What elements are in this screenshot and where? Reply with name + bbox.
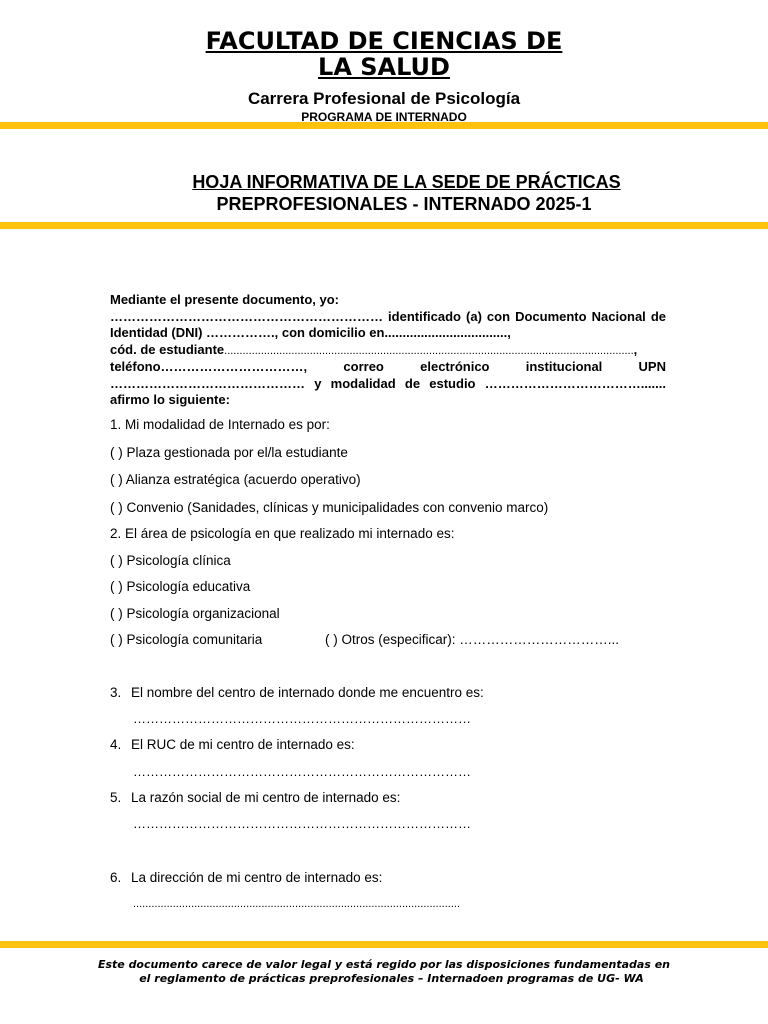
question-6-number: 6.	[110, 870, 122, 885]
q1-option-alianza[interactable]: ( ) Alianza estratégica (acuerdo operativo)	[110, 472, 361, 487]
question-2: 2. El área de psicología en que realizado mi internado es:	[110, 526, 455, 541]
faculty-title-line1: FACULTAD DE CIENCIAS DE	[205, 27, 563, 55]
question-1: 1. Mi modalidad de Internado es por:	[110, 417, 330, 432]
question-6	[110, 870, 382, 885]
question-4-number: 4.	[110, 737, 122, 752]
footer-line1: Este documento carece de valor legal y está regido por las disposiciones fundamentadas en	[97, 958, 671, 971]
intro-line1: Mediante el presente documento, yo:	[110, 292, 339, 307]
question-5	[110, 790, 400, 805]
question-6-text: La dirección de mi centro de internado es:	[131, 870, 383, 885]
answer-4-field[interactable]: ……………………………………………………………………	[133, 764, 471, 779]
question-3	[110, 685, 484, 700]
student-code-comma: ,	[633, 341, 638, 357]
program-label-text: PROGRAMA DE INTERNADO	[301, 110, 467, 122]
question-3-text: El nombre del centro de internado donde me encuentro es:	[131, 685, 484, 700]
footer-divider	[0, 941, 768, 948]
document-title	[0, 171, 768, 215]
footer-line2: el reglamento de prácticas preprofesionales – Internadoen programas de UG- WA	[139, 972, 644, 985]
career-subtitle: Carrera Profesional de Psicología	[247, 89, 521, 108]
intro-line2: ……………………………………………………… identificado (a) con Documento Nacional de Identidad (DNI) ……………., con domicilio en..................................,	[110, 308, 666, 340]
q2-option-organizacional[interactable]: ( ) Psicología organizacional	[110, 606, 280, 621]
program-label	[0, 110, 768, 122]
intro-line4: teléfono……………………………, correo electrónico institucional UPN ……………………………………… y modalidad de estudio ………………………………....... afirmo lo siguiente:	[110, 359, 666, 407]
document-title-line2: PREPROFESIONALES - INTERNADO 2025-1	[216, 194, 592, 214]
question-4	[110, 737, 355, 752]
document-title-line1: HOJA INFORMATIVA DE LA SEDE DE PRÁCTICAS	[192, 172, 621, 192]
q2-option-educativa[interactable]: ( ) Psicología educativa	[110, 579, 251, 594]
answer-3-field[interactable]: ……………………………………………………………………	[133, 711, 471, 726]
q2-option-otros[interactable]: ( ) Otros (especificar): ……………………………...	[325, 632, 620, 647]
faculty-title	[0, 28, 768, 80]
q2-option-clinica[interactable]: ( ) Psicología clínica	[110, 553, 231, 568]
header-divider-bottom	[0, 222, 768, 229]
question-3-number: 3.	[110, 685, 122, 700]
intro-student-code	[110, 342, 666, 360]
question-5-text: La razón social de mi centro de internado es:	[131, 790, 401, 805]
answer-6-field[interactable]: ...........................................................................................................	[133, 898, 461, 910]
question-5-number: 5.	[110, 790, 122, 805]
header-divider-top	[0, 122, 768, 129]
question-4-text: El RUC de mi centro de internado es:	[131, 737, 355, 752]
q1-option-plaza[interactable]: ( ) Plaza gestionada por el/la estudiante	[110, 445, 348, 460]
footer-note	[0, 958, 768, 986]
student-code-label: cód. de estudiante	[110, 341, 225, 357]
answer-5-field[interactable]: ……………………………………………………………………	[133, 816, 471, 831]
faculty-title-line2: LA SALUD	[318, 53, 450, 81]
q1-option-convenio[interactable]: ( ) Convenio (Sanidades, clínicas y municipalidades con convenio marco)	[110, 500, 549, 515]
student-code-dots: ......................................................................................................................................	[224, 344, 634, 357]
q2-option-comunitaria[interactable]: ( ) Psicología comunitaria	[110, 632, 263, 647]
intro-paragraph	[110, 292, 666, 409]
